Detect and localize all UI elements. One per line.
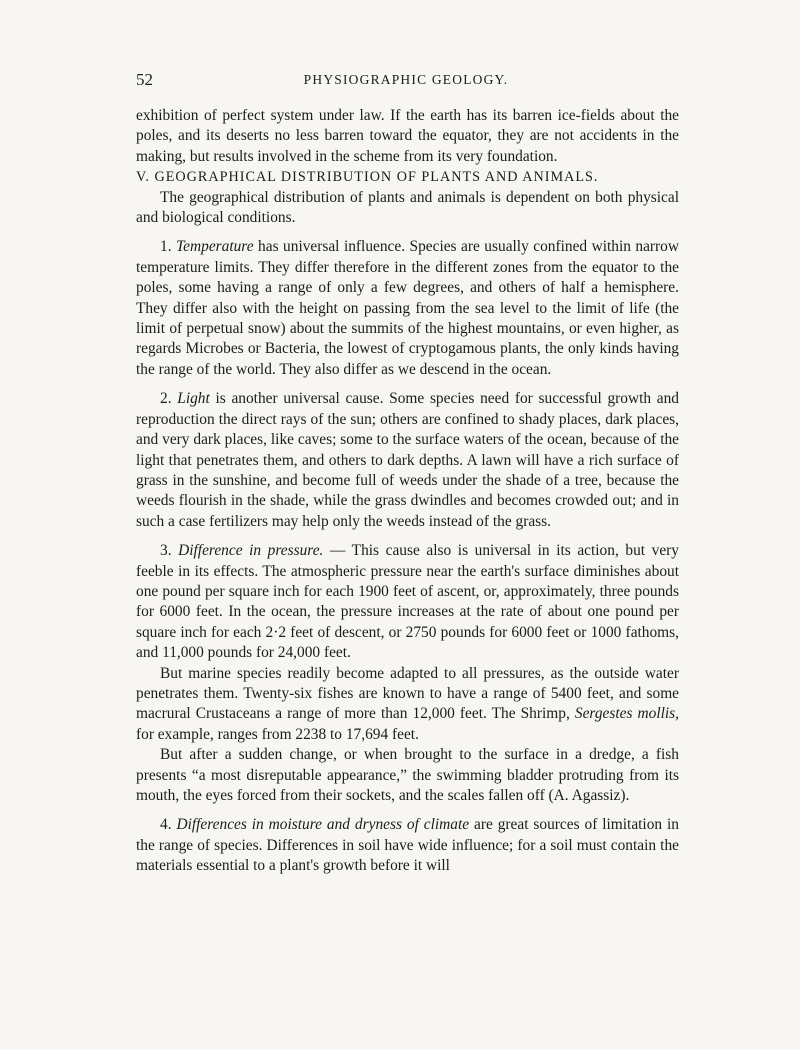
item-text: for example, ranges from 2238 to 17,694 feet. (136, 725, 419, 743)
paragraph-light (136, 389, 679, 532)
item-term: Differences in moisture and dryness of climate (176, 816, 470, 834)
item-text: But marine species readily become adapted to all pressures, as the outside water penetrates them. Twenty-six fishes are known to have a range of 5400 feet, and some macrural Crustaceans a range of more than 12,000 feet. The Shrimp, (136, 664, 679, 723)
item-number: 4. (160, 816, 177, 834)
paragraph-pressure (136, 541, 679, 663)
paragraph-continued: exhibition of perfect system under law. If the earth has its barren ice-fields about the poles, and its deserts no less barren toward the equator, they are not accidents in the making, but results involved in the scheme from its very foundation. (136, 107, 679, 165)
item-term: Light (177, 390, 210, 408)
item-term: Temperature (176, 238, 254, 256)
page-body (136, 106, 679, 877)
item-number: 2. (160, 390, 178, 408)
page-header (136, 70, 676, 94)
species-name: Sergestes mollis, (574, 705, 679, 723)
paragraph-marine-species (136, 664, 679, 746)
item-text: — This cause also is universal in its action, but very feeble in its effects. The atmospheric pressure near the earth's surface diminishes about one pound per square inch for each 1900 feet of ascent, or, approximately, three pounds for 6000 feet. In the ocean, the pressure increases at the rate of about one pound per square inch for each 2·2 feet of descent, or 2750 pounds for 6000 feet or 1000 fathoms, and 11,000 pounds for 24,000 feet. (136, 542, 679, 662)
item-number: 1. (160, 238, 177, 256)
item-text: has universal influence. Species are usually confined within narrow temperature limits. They differ therefore in the different zones from the equator to the poles, some having a range of only a few degrees, and others of half a hemisphere. They differ also with the height on passing from the sea level to the limit of life (the limit of perpetual snow) about the summits of the highest mountains, or even higher, as regards Microbes or Bacteria, the lowest of cryptogamous plants, the only kinds having the range of the world. They also differ as we descend in the ocean. (136, 238, 679, 378)
paragraph-sudden-change: But after a sudden change, or when brought to the surface in a dredge, a fish presents “a most disreputable appearance,” the swimming bladder protruding from its mouth, the eyes forced from their sockets, and the scales fallen off (A. Agassiz). (136, 746, 679, 804)
item-term: Difference in pressure. (178, 542, 324, 560)
item-text: are great sources of limitation in the range of species. Differences in soil have wide influence; for a soil must contain the materials essential to a plant's growth before it will (136, 816, 679, 875)
paragraph-moisture (136, 815, 679, 876)
item-text: is another universal cause. Some species need for successful growth and reproduction the direct rays of the sun; others are confined to shady places, dark places, and very dark places, like caves; some to the surface waters of the ocean, because of the light that penetrates them, and others to dark depths. A lawn will have a rich surface of grass in the sunshine, and become full of weeds under the shade of a tree, because the weeds flourish in the shade, while the grass dwindles and becomes crowded out; and in such a case fertilizers may help only the weeds instead of the grass. (136, 390, 680, 530)
page-number: 52 (136, 70, 153, 89)
item-number: 3. (160, 542, 179, 560)
paragraph-intro: The geographical distribution of plants and animals is dependent on both physical and biological conditions. (136, 188, 679, 227)
running-head: PHYSIOGRAPHIC GEOLOGY. (303, 72, 509, 87)
paragraph-temperature (136, 237, 679, 380)
section-heading: V. GEOGRAPHICAL DISTRIBUTION OF PLANTS AND ANIMALS. (136, 169, 599, 186)
